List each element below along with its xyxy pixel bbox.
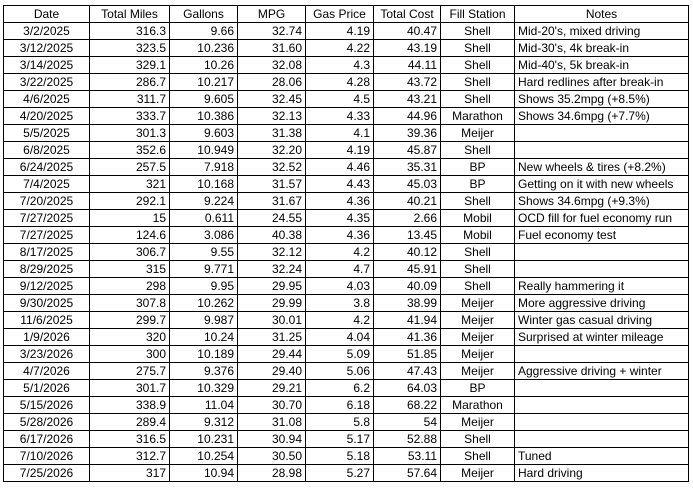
table-row (4, 244, 689, 261)
station-cell: Meijer (441, 363, 515, 380)
cost-cell: 40.12 (374, 244, 441, 261)
table-row (4, 142, 689, 159)
header-fill-station: Fill Station (441, 6, 515, 23)
gallons-cell: 0.611 (170, 210, 238, 227)
header-row (4, 6, 689, 23)
station-cell: Shell (441, 261, 515, 278)
cost-cell: 35.31 (374, 159, 441, 176)
table-row (4, 125, 689, 142)
gallons-cell: 9.55 (170, 244, 238, 261)
mpg-cell: 30.94 (238, 431, 306, 448)
table-row (4, 91, 689, 108)
cost-cell: 43.19 (374, 40, 441, 57)
table-row (4, 40, 689, 57)
price-cell: 4.22 (306, 40, 374, 57)
station-cell: Shell (441, 142, 515, 159)
table-row (4, 431, 689, 448)
date-cell: 5/28/2026 (4, 414, 90, 431)
date-cell: 7/20/2025 (4, 193, 90, 210)
cost-cell: 40.21 (374, 193, 441, 210)
miles-cell: 301.3 (90, 125, 170, 142)
station-cell: BP (441, 176, 515, 193)
date-cell: 6/24/2025 (4, 159, 90, 176)
date-cell: 5/15/2026 (4, 397, 90, 414)
date-cell: 11/6/2025 (4, 312, 90, 329)
station-cell: Shell (441, 448, 515, 465)
notes-cell: Fuel economy test (515, 227, 689, 244)
mpg-cell: 24.55 (238, 210, 306, 227)
price-cell: 4.2 (306, 312, 374, 329)
cost-cell: 68.22 (374, 397, 441, 414)
mpg-cell: 29.44 (238, 346, 306, 363)
gallons-cell: 9.987 (170, 312, 238, 329)
date-cell: 5/1/2026 (4, 380, 90, 397)
station-cell: Shell (441, 278, 515, 295)
station-cell: Meijer (441, 312, 515, 329)
notes-cell: Really hammering it (515, 278, 689, 295)
miles-cell: 311.7 (90, 91, 170, 108)
date-cell: 3/2/2025 (4, 23, 90, 40)
table-row (4, 159, 689, 176)
price-cell: 6.2 (306, 380, 374, 397)
notes-cell (515, 125, 689, 142)
station-cell: BP (441, 380, 515, 397)
table-row (4, 74, 689, 91)
mpg-cell: 28.06 (238, 74, 306, 91)
price-cell: 4.19 (306, 23, 374, 40)
notes-cell: Shows 34.6mpg (+9.3%) (515, 193, 689, 210)
cost-cell: 57.64 (374, 465, 441, 482)
date-cell: 7/27/2025 (4, 227, 90, 244)
gallons-cell: 10.189 (170, 346, 238, 363)
gallons-cell: 10.231 (170, 431, 238, 448)
cost-cell: 39.36 (374, 125, 441, 142)
miles-cell: 275.7 (90, 363, 170, 380)
price-cell: 4.43 (306, 176, 374, 193)
table-row (4, 193, 689, 210)
mpg-cell: 40.38 (238, 227, 306, 244)
gallons-cell: 9.66 (170, 23, 238, 40)
gallons-cell: 10.168 (170, 176, 238, 193)
mpg-cell: 30.01 (238, 312, 306, 329)
gallons-cell: 10.949 (170, 142, 238, 159)
cost-cell: 13.45 (374, 227, 441, 244)
price-cell: 4.2 (306, 244, 374, 261)
price-cell: 5.18 (306, 448, 374, 465)
gallons-cell: 7.918 (170, 159, 238, 176)
cost-cell: 45.91 (374, 261, 441, 278)
cost-cell: 43.72 (374, 74, 441, 91)
gallons-cell: 9.376 (170, 363, 238, 380)
date-cell: 3/12/2025 (4, 40, 90, 57)
miles-cell: 286.7 (90, 74, 170, 91)
price-cell: 4.36 (306, 193, 374, 210)
mpg-cell: 31.67 (238, 193, 306, 210)
price-cell: 4.5 (306, 91, 374, 108)
date-cell: 8/17/2025 (4, 244, 90, 261)
station-cell: Meijer (441, 465, 515, 482)
price-cell: 6.18 (306, 397, 374, 414)
price-cell: 4.04 (306, 329, 374, 346)
notes-cell: Surprised at winter mileage (515, 329, 689, 346)
station-cell: Mobil (441, 227, 515, 244)
mpg-cell: 31.57 (238, 176, 306, 193)
station-cell: Shell (441, 23, 515, 40)
miles-cell: 320 (90, 329, 170, 346)
notes-cell (515, 397, 689, 414)
date-cell: 3/23/2026 (4, 346, 90, 363)
miles-cell: 307.8 (90, 295, 170, 312)
date-cell: 7/27/2025 (4, 210, 90, 227)
mpg-cell: 32.12 (238, 244, 306, 261)
notes-cell: New wheels & tires (+8.2%) (515, 159, 689, 176)
notes-cell (515, 431, 689, 448)
cost-cell: 54 (374, 414, 441, 431)
notes-cell (515, 244, 689, 261)
notes-cell: Hard redlines after break-in (515, 74, 689, 91)
miles-cell: 316.3 (90, 23, 170, 40)
miles-cell: 312.7 (90, 448, 170, 465)
miles-cell: 315 (90, 261, 170, 278)
gallons-cell: 9.224 (170, 193, 238, 210)
notes-cell (515, 346, 689, 363)
gallons-cell: 10.386 (170, 108, 238, 125)
mpg-cell: 32.52 (238, 159, 306, 176)
station-cell: Meijer (441, 125, 515, 142)
table-body (4, 23, 689, 482)
header-gallons: Gallons (170, 6, 238, 23)
cost-cell: 53.11 (374, 448, 441, 465)
gallons-cell: 10.26 (170, 57, 238, 74)
cost-cell: 41.36 (374, 329, 441, 346)
mpg-cell: 32.20 (238, 142, 306, 159)
date-cell: 4/6/2025 (4, 91, 90, 108)
mpg-cell: 30.70 (238, 397, 306, 414)
header-notes: Notes (515, 6, 689, 23)
miles-cell: 317 (90, 465, 170, 482)
miles-cell: 323.5 (90, 40, 170, 57)
mpg-cell: 29.95 (238, 278, 306, 295)
price-cell: 4.46 (306, 159, 374, 176)
fuel-log-table (3, 5, 689, 482)
header-date: Date (4, 6, 90, 23)
station-cell: Shell (441, 40, 515, 57)
date-cell: 8/29/2025 (4, 261, 90, 278)
notes-cell: Getting on it with new wheels (515, 176, 689, 193)
mpg-cell: 31.38 (238, 125, 306, 142)
mpg-cell: 32.13 (238, 108, 306, 125)
price-cell: 4.36 (306, 227, 374, 244)
notes-cell: Aggressive driving + winter (515, 363, 689, 380)
price-cell: 5.09 (306, 346, 374, 363)
gallons-cell: 10.262 (170, 295, 238, 312)
cost-cell: 44.96 (374, 108, 441, 125)
gallons-cell: 10.24 (170, 329, 238, 346)
price-cell: 4.3 (306, 57, 374, 74)
miles-cell: 352.6 (90, 142, 170, 159)
notes-cell (515, 414, 689, 431)
table-row (4, 57, 689, 74)
miles-cell: 292.1 (90, 193, 170, 210)
date-cell: 9/30/2025 (4, 295, 90, 312)
date-cell: 4/7/2026 (4, 363, 90, 380)
mpg-cell: 32.45 (238, 91, 306, 108)
date-cell: 3/14/2025 (4, 57, 90, 74)
cost-cell: 40.09 (374, 278, 441, 295)
station-cell: Marathon (441, 108, 515, 125)
notes-cell: Mid-20's, mixed driving (515, 23, 689, 40)
cost-cell: 44.11 (374, 57, 441, 74)
table-row (4, 108, 689, 125)
gallons-cell: 9.771 (170, 261, 238, 278)
header-total-miles: Total Miles (90, 6, 170, 23)
station-cell: Shell (441, 74, 515, 91)
station-cell: Shell (441, 193, 515, 210)
gallons-cell: 10.236 (170, 40, 238, 57)
station-cell: Shell (441, 91, 515, 108)
price-cell: 4.1 (306, 125, 374, 142)
table-row (4, 23, 689, 40)
cost-cell: 43.21 (374, 91, 441, 108)
notes-cell (515, 380, 689, 397)
notes-cell: Tuned (515, 448, 689, 465)
gallons-cell: 10.329 (170, 380, 238, 397)
station-cell: Shell (441, 57, 515, 74)
table-row (4, 397, 689, 414)
notes-cell: Mid-30's, 4k break-in (515, 40, 689, 57)
gallons-cell: 10.254 (170, 448, 238, 465)
price-cell: 4.28 (306, 74, 374, 91)
station-cell: Shell (441, 431, 515, 448)
table-row (4, 312, 689, 329)
miles-cell: 15 (90, 210, 170, 227)
date-cell: 6/17/2026 (4, 431, 90, 448)
date-cell: 9/12/2025 (4, 278, 90, 295)
date-cell: 6/8/2025 (4, 142, 90, 159)
mpg-cell: 30.50 (238, 448, 306, 465)
station-cell: Shell (441, 244, 515, 261)
table-row (4, 278, 689, 295)
date-cell: 5/5/2025 (4, 125, 90, 142)
cost-cell: 38.99 (374, 295, 441, 312)
table-row (4, 176, 689, 193)
miles-cell: 298 (90, 278, 170, 295)
table-row (4, 329, 689, 346)
table-row (4, 448, 689, 465)
notes-cell: More aggressive driving (515, 295, 689, 312)
notes-cell: Hard driving (515, 465, 689, 482)
price-cell: 4.19 (306, 142, 374, 159)
header-gas-price: Gas Price (306, 6, 374, 23)
price-cell: 4.35 (306, 210, 374, 227)
miles-cell: 329.1 (90, 57, 170, 74)
table-row (4, 227, 689, 244)
price-cell: 4.7 (306, 261, 374, 278)
gallons-cell: 10.217 (170, 74, 238, 91)
cost-cell: 45.03 (374, 176, 441, 193)
notes-cell (515, 142, 689, 159)
miles-cell: 257.5 (90, 159, 170, 176)
mpg-cell: 32.74 (238, 23, 306, 40)
table-row (4, 295, 689, 312)
miles-cell: 321 (90, 176, 170, 193)
cost-cell: 41.94 (374, 312, 441, 329)
miles-cell: 306.7 (90, 244, 170, 261)
price-cell: 4.03 (306, 278, 374, 295)
price-cell: 3.8 (306, 295, 374, 312)
date-cell: 3/22/2025 (4, 74, 90, 91)
price-cell: 5.27 (306, 465, 374, 482)
date-cell: 7/10/2026 (4, 448, 90, 465)
notes-cell (515, 261, 689, 278)
gallons-cell: 9.95 (170, 278, 238, 295)
header-mpg: MPG (238, 6, 306, 23)
table-row (4, 346, 689, 363)
mpg-cell: 31.25 (238, 329, 306, 346)
station-cell: Meijer (441, 329, 515, 346)
table-row (4, 363, 689, 380)
price-cell: 5.17 (306, 431, 374, 448)
price-cell: 4.33 (306, 108, 374, 125)
cost-cell: 45.87 (374, 142, 441, 159)
gallons-cell: 9.603 (170, 125, 238, 142)
miles-cell: 299.7 (90, 312, 170, 329)
station-cell: Meijer (441, 346, 515, 363)
header-total-cost: Total Cost (374, 6, 441, 23)
gallons-cell: 9.312 (170, 414, 238, 431)
date-cell: 7/4/2025 (4, 176, 90, 193)
miles-cell: 289.4 (90, 414, 170, 431)
miles-cell: 124.6 (90, 227, 170, 244)
date-cell: 7/25/2026 (4, 465, 90, 482)
miles-cell: 333.7 (90, 108, 170, 125)
mpg-cell: 32.08 (238, 57, 306, 74)
notes-cell: Winter gas casual driving (515, 312, 689, 329)
date-cell: 1/9/2026 (4, 329, 90, 346)
cost-cell: 40.47 (374, 23, 441, 40)
mpg-cell: 29.21 (238, 380, 306, 397)
cost-cell: 47.43 (374, 363, 441, 380)
mpg-cell: 28.98 (238, 465, 306, 482)
mpg-cell: 31.60 (238, 40, 306, 57)
mpg-cell: 29.99 (238, 295, 306, 312)
station-cell: Marathon (441, 397, 515, 414)
table-row (4, 261, 689, 278)
table-row (4, 380, 689, 397)
gallons-cell: 3.086 (170, 227, 238, 244)
station-cell: Meijer (441, 295, 515, 312)
miles-cell: 316.5 (90, 431, 170, 448)
gallons-cell: 10.94 (170, 465, 238, 482)
station-cell: Mobil (441, 210, 515, 227)
mpg-cell: 32.24 (238, 261, 306, 278)
notes-cell: Shows 35.2mpg (+8.5%) (515, 91, 689, 108)
cost-cell: 2.66 (374, 210, 441, 227)
gallons-cell: 9.605 (170, 91, 238, 108)
notes-cell: OCD fill for fuel economy run (515, 210, 689, 227)
cost-cell: 51.85 (374, 346, 441, 363)
table-row (4, 210, 689, 227)
miles-cell: 300 (90, 346, 170, 363)
cost-cell: 52.88 (374, 431, 441, 448)
mpg-cell: 31.08 (238, 414, 306, 431)
notes-cell: Shows 34.6mpg (+7.7%) (515, 108, 689, 125)
price-cell: 5.06 (306, 363, 374, 380)
gallons-cell: 11.04 (170, 397, 238, 414)
table-row (4, 414, 689, 431)
date-cell: 4/20/2025 (4, 108, 90, 125)
table-row (4, 465, 689, 482)
cost-cell: 64.03 (374, 380, 441, 397)
station-cell: Meijer (441, 414, 515, 431)
price-cell: 5.8 (306, 414, 374, 431)
mpg-cell: 29.40 (238, 363, 306, 380)
notes-cell: Mid-40's, 5k break-in (515, 57, 689, 74)
miles-cell: 338.9 (90, 397, 170, 414)
station-cell: BP (441, 159, 515, 176)
miles-cell: 301.7 (90, 380, 170, 397)
